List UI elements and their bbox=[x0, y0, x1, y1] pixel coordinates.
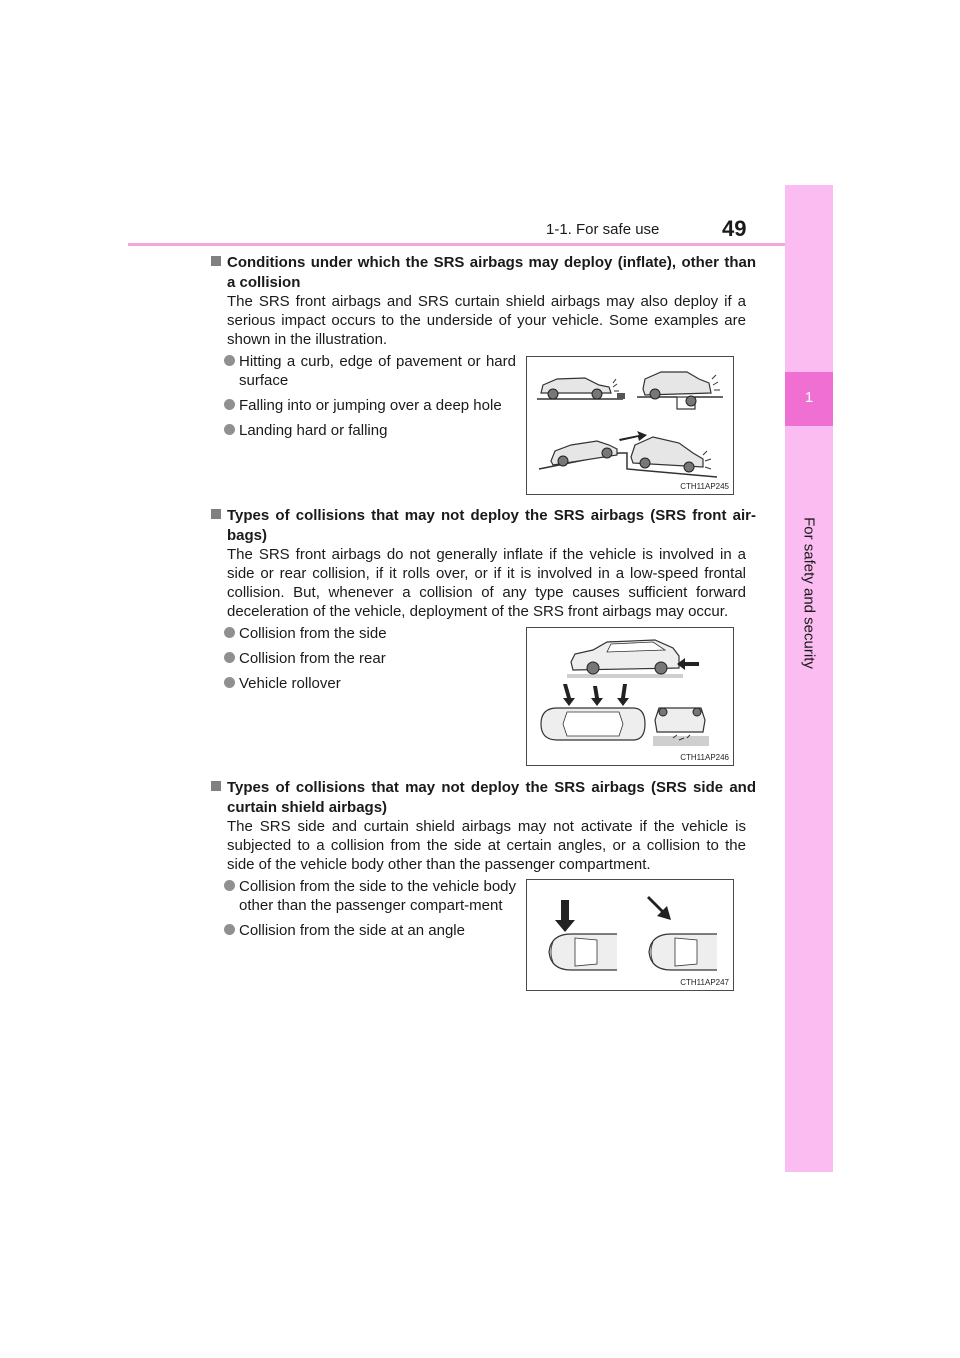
section-body: The SRS front airbags do not generally inflate if the vehicle is involved in a side or rear collision, if it rolls over, or if it is involved in a low-speed frontal collision. But, whenever a collision of any type causes sufficient forward deceleration of the vehicle, deployment of the SRS front airbags may occur. bbox=[227, 546, 746, 620]
bullet-list bbox=[224, 624, 516, 699]
car-side-impact-illustration bbox=[527, 880, 733, 990]
illustration-side-rear-rollover bbox=[526, 627, 734, 766]
car-collision-illustration bbox=[527, 628, 733, 765]
figure-code: CTH11AP246 bbox=[680, 753, 729, 762]
page-number: 49 bbox=[722, 216, 747, 241]
square-bullet-icon bbox=[211, 509, 221, 519]
illustration-curb-hole-landing bbox=[526, 356, 734, 495]
square-bullet-icon bbox=[211, 256, 221, 266]
list-item: Vehicle rollover bbox=[224, 674, 516, 693]
circle-bullet-icon bbox=[224, 424, 235, 435]
list-item: Falling into or jumping over a deep hole bbox=[224, 396, 516, 415]
list-item: Hitting a curb, edge of pavement or hard surface bbox=[224, 352, 516, 390]
circle-bullet-icon bbox=[224, 627, 235, 638]
square-bullet-icon bbox=[211, 781, 221, 791]
list-item: Collision from the side bbox=[224, 624, 516, 643]
section-heading: Types of collisions that may not deploy the SRS airbags (SRS side and curtain shield airbags) bbox=[211, 778, 756, 818]
circle-bullet-icon bbox=[224, 880, 235, 891]
circle-bullet-icon bbox=[224, 924, 235, 935]
section-heading: Types of collisions that may not deploy the SRS airbags (SRS front air-bags) bbox=[211, 506, 756, 546]
section-heading: Conditions under which the SRS airbags may deploy (inflate), other than a collision bbox=[211, 253, 756, 293]
bullet-list bbox=[224, 877, 516, 946]
illustration-side-angle-collision bbox=[526, 879, 734, 991]
list-item: Collision from the side at an angle bbox=[224, 921, 516, 940]
section-body: The SRS side and curtain shield airbags may not activate if the vehicle is subjected to a collision from the side at certain angles, or a collision to the side of the vehicle body other than the passenger compartment. bbox=[227, 818, 746, 873]
circle-bullet-icon bbox=[224, 677, 235, 688]
list-item: Collision from the rear bbox=[224, 649, 516, 668]
section-body: The SRS front airbags and SRS curtain shield airbags may also deploy if a serious impact occurs to the underside of your vehicle. Some examples are shown in the illustration. bbox=[227, 293, 746, 348]
section-title: 1-1. For safe use bbox=[546, 221, 660, 238]
list-item: Collision from the side to the vehicle body other than the passenger compart-ment bbox=[224, 877, 516, 915]
chapter-side-tab bbox=[785, 185, 833, 1172]
car-impact-illustration bbox=[527, 357, 733, 494]
circle-bullet-icon bbox=[224, 399, 235, 410]
figure-code: CTH11AP247 bbox=[680, 978, 729, 987]
chapter-title: For safety and security bbox=[800, 517, 818, 669]
figure-code: CTH11AP245 bbox=[680, 482, 729, 491]
chapter-number: 1 bbox=[804, 389, 814, 406]
circle-bullet-icon bbox=[224, 652, 235, 663]
header-rule bbox=[128, 243, 833, 246]
circle-bullet-icon bbox=[224, 355, 235, 366]
list-item: Landing hard or falling bbox=[224, 421, 516, 440]
bullet-list bbox=[224, 352, 516, 446]
